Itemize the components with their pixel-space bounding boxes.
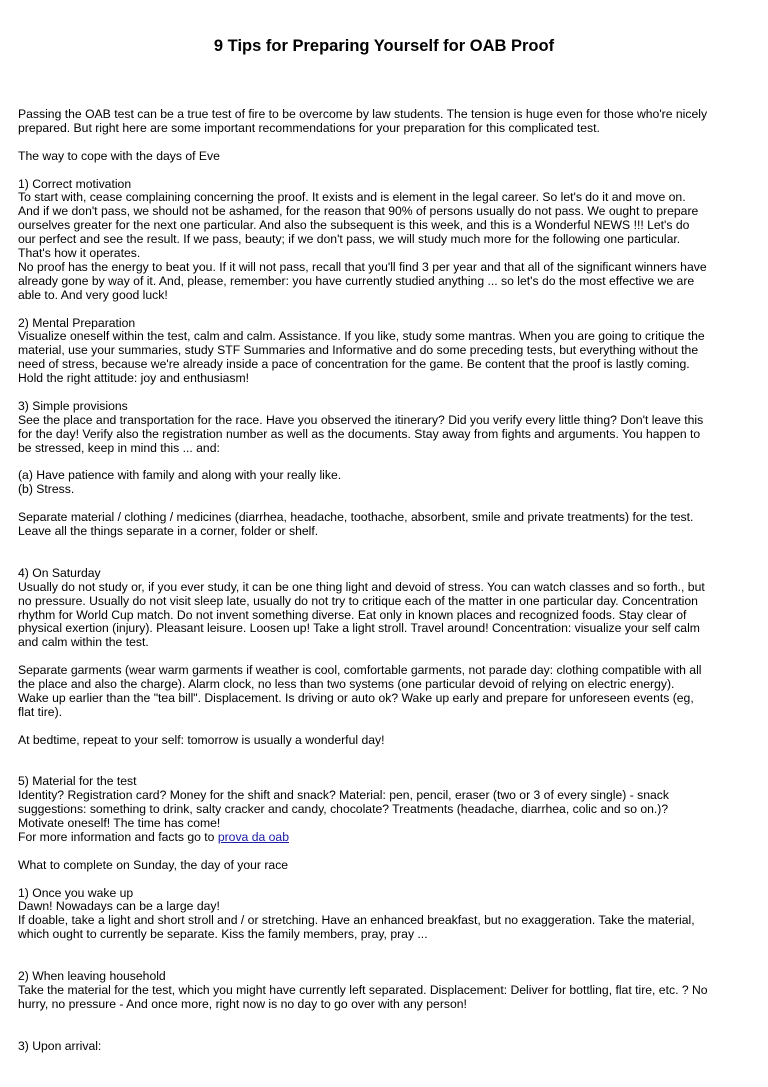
text-line: And if we don't pass, we should not be ashamed, for the reason that 90% of persons usually do not pass. We ought to prepare [18,204,699,219]
text-line: our perfect and see the result. If we pass, beauty; if we don't pass, we will study much more for the following one particular. [18,232,681,247]
text-line: At bedtime, repeat to your self: tomorrow is usually a wonderful day! [18,732,385,747]
text-line: which ought to currently be separate. Kiss the family members, pray, pray ... [18,927,428,942]
document-body [18,108,754,1053]
section-correct-motivation [18,178,754,303]
text-line: Separate material / clothing / medicines (diarrhea, headache, toothache, absorbent, smile and private treatments) for the test. [18,510,694,525]
text-line: material, use your summaries, study STF Summaries and Informative and do some preceding tests, but everything without the [18,343,699,358]
text-line: need of stress, because we're already inside a pace of concentration for the game. Be content that the proof is lastly coming. [18,357,690,372]
section-heading: 2) When leaving household [18,968,166,983]
text-line: able to. And very good luck! [18,287,168,302]
text-line: hurry, no pressure - And once more, right now is no day to go over with any person! [18,996,467,1011]
section-heading: 4) On Saturday [18,565,101,580]
section-heading: 3) Upon arrival: [18,1038,102,1053]
text-line: the place and also the charge). Alarm clock, no less than two systems (one particular devoid of relying on electric energy). [18,677,675,692]
text-line: Dawn! Nowadays can be a large day! [18,899,220,914]
text-line: Passing the OAB test can be a true test of fire to be overcome by law students. The tension is huge even for those who're nicely [18,107,708,121]
section-mental-preparation [18,317,754,387]
text-line: and calm within the test. [18,635,149,650]
text-line: Leave all the things separate in a corner, folder or shelf. [18,524,319,539]
text-line: Identity? Registration card? Money for the shift and snack? Material: pen, pencil, eraser (two or 3 of every single) - snack [18,788,669,803]
section-simple-provisions [18,400,754,539]
text-line: Usually do not study or, if you ever study, it can be one thing light and devoid of stress. You can watch classes and so forth., but [18,579,705,594]
list-item: (a) Have patience with family and along with your really like. [18,468,342,483]
text-line: flat tire). [18,704,63,719]
text-line: no pressure. Usually do not visit sleep late, usually do not try to critique each of the matter in one particular day. Concentration [18,593,698,608]
section-upon-arrival [18,1040,754,1054]
text-line: To start with, cease complaining concerning the proof. It exists and is element in the legal career. So let's do it and move on. [18,190,686,205]
text-line: Wake up earlier than the "tea bill". Displacement. Is driving or auto ok? Wake up early and prepare for unforeseen events (eg, [18,690,694,705]
more-info-prefix: For more information and facts go to [18,829,218,844]
list-item: (b) Stress. [18,482,75,497]
text-line: be stressed, keep in mind this ... and: [18,440,220,455]
document-title: 9 Tips for Preparing Yourself for OAB Proof [213,37,555,55]
section-heading: 5) Material for the test [18,774,137,789]
section-heading: 3) Simple provisions [18,398,128,413]
text-line: If doable, take a light and short stroll and / or stretching. Have an enhanced breakfast, but no exaggeration. Take the material, [18,913,695,928]
text-line: Motivate oneself! The time has come! [18,816,221,831]
section-heading: 1) Correct motivation [18,176,132,191]
text-line: for the day! Verify also the registration number as well as the documents. Stay away from fights and arguments. You happen to [18,426,701,441]
text-line: No proof has the energy to beat you. If it will not pass, recall that you'll find 3 per year and that all of the significant winners have [18,259,707,274]
section-heading: 1) Once you wake up [18,885,134,900]
section-heading: 2) Mental Preparation [18,315,136,330]
text-line: already gone by way of it. And, please, remember: you have currently studied anything ... so let's do the most effective we are [18,273,695,288]
text-line: See the place and transportation for the race. Have you observed the itinerary? Did you verify every little thing? Don't leave this [18,412,704,427]
sunday-heading: What to complete on Sunday, the day of your race [18,857,289,872]
section-on-saturday [18,567,754,748]
section-material-for-test [18,775,754,845]
section-when-leaving-household [18,970,754,1012]
prova-da-oab-link[interactable]: prova da oab [217,829,289,844]
text-line: Hold the right attitude: joy and enthusiasm! [18,371,250,386]
text-line: Visualize oneself within the test, calm and calm. Assistance. If you like, study some mantras. When you are going to critique the [18,329,705,344]
intro-paragraph [18,108,754,136]
text-line: ourselves greater for the next one particular. And also the subsequent is this week, and this is a Wonderful NEWS !!! Let's do [18,218,690,233]
more-info-line [18,831,754,845]
eve-heading: The way to cope with the days of Eve [18,148,220,163]
text-line: suggestions: something to drink, salty cracker and candy, chocolate? Treatments (headache, diarrhea, colic and so on.)? [18,802,669,817]
section-once-you-wake-up [18,887,754,943]
text-line: rhythm for World Cup match. Do not invent something diverse. Eat only in known places and recognized foods. Stay clear of [18,607,687,622]
text-line: Separate garments (wear warm garments if weather is cool, comfortable garments, not parade day: clothing compatible with all [18,663,702,678]
text-line: physical exertion (injury). Pleasant leisure. Loosen up! Take a light stroll. Travel around! Concentration: visualize your self calm [18,621,700,636]
text-line: Take the material for the test, which you might have currently left separated. Displacement: Deliver for bottling, flat tire, etc. ? No [18,982,708,997]
text-line: That's how it operates. [18,246,141,261]
text-line: prepared. But right here are some important recommendations for your preparation for this complicated test. [18,120,600,135]
